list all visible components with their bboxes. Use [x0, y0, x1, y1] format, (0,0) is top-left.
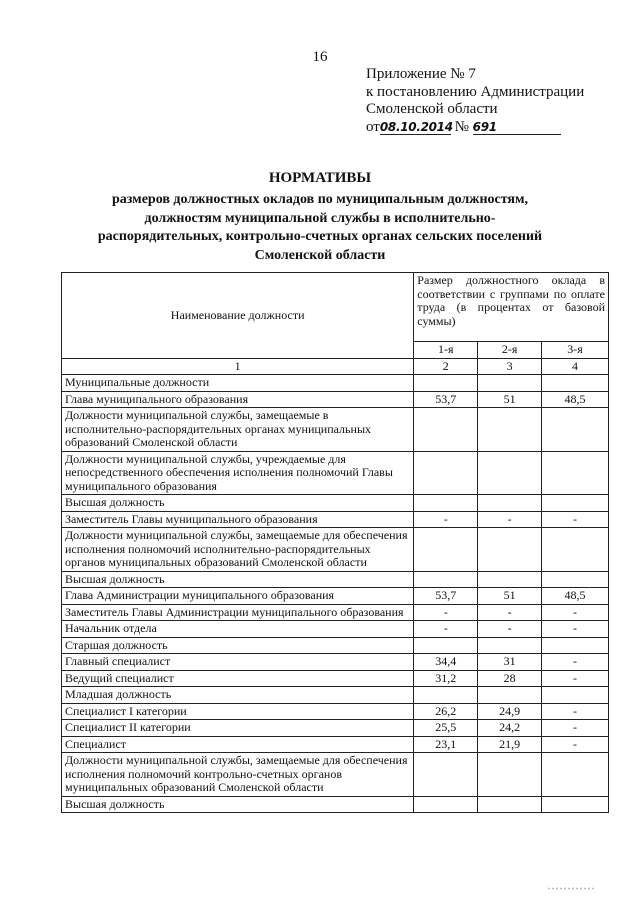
- table-row: [62, 703, 609, 720]
- page-number: 16: [312, 49, 328, 65]
- position-name-cell: Младшая должность: [62, 687, 414, 704]
- group-2-value: 31: [478, 654, 542, 671]
- group-2-value: [478, 495, 542, 512]
- table-row: [62, 511, 609, 528]
- position-name-cell: Муниципальные должности: [62, 375, 414, 392]
- appendix-resolution-line: к постановлению Администрации: [366, 83, 585, 100]
- position-name-cell: Высшая должность: [62, 796, 414, 813]
- appendix-region-line: Смоленской области: [366, 101, 498, 117]
- group-2-value: [478, 637, 542, 654]
- group-2-value: 24,9: [478, 703, 542, 720]
- table-row: [62, 670, 609, 687]
- group-3-value: 48,5: [542, 391, 609, 408]
- norms-table: [61, 272, 609, 813]
- column-number: 3: [478, 358, 542, 375]
- header-group-2: 2-я: [478, 342, 542, 359]
- table-row: [62, 637, 609, 654]
- group-3-value: [542, 451, 609, 495]
- scan-mark: [548, 886, 594, 891]
- group-3-value: -: [542, 604, 609, 621]
- group-1-value: [414, 637, 478, 654]
- position-name-cell: Высшая должность: [62, 571, 414, 588]
- table-row: [62, 391, 609, 408]
- handwritten-date: 08.10.2014: [379, 119, 453, 134]
- header-position-name: Наименование должности: [62, 273, 414, 359]
- group-1-value: 26,2: [414, 703, 478, 720]
- appendix-block: [366, 66, 584, 136]
- column-number: 1: [62, 358, 414, 375]
- table-header-row: [62, 273, 609, 342]
- group-1-value: [414, 796, 478, 813]
- group-2-value: [478, 687, 542, 704]
- group-3-value: [542, 753, 609, 797]
- group-3-value: -: [542, 703, 609, 720]
- group-2-value: -: [478, 511, 542, 528]
- position-name-cell: Высшая должность: [62, 495, 414, 512]
- position-name-cell: Заместитель Главы муниципального образования: [62, 511, 414, 528]
- table-row: [62, 621, 609, 638]
- title-line-3: распорядительных, контрольно-счетных органах сельских поселений: [97, 229, 543, 244]
- group-3-value: [542, 528, 609, 572]
- number-label: №: [454, 118, 469, 135]
- table-row: [62, 687, 609, 704]
- position-name-cell: Должности муниципальной службы, учреждаемые для непосредственного обеспечения исполнения полномочий Главы муниципального образования: [62, 451, 414, 495]
- group-2-value: [478, 408, 542, 452]
- handwritten-number: 691: [473, 120, 561, 135]
- group-1-value: 23,1: [414, 736, 478, 753]
- position-name-cell: Ведущий специалист: [62, 670, 414, 687]
- group-1-value: [414, 375, 478, 392]
- position-name-cell: Специалист I категории: [62, 703, 414, 720]
- table-row: [62, 571, 609, 588]
- group-2-value: [478, 451, 542, 495]
- group-2-value: [478, 796, 542, 813]
- group-1-value: -: [414, 511, 478, 528]
- table-row: [62, 720, 609, 737]
- position-name-cell: Глава муниципального образования: [62, 391, 414, 408]
- group-2-value: 21,9: [478, 736, 542, 753]
- group-2-value: [478, 753, 542, 797]
- table-row: [62, 753, 609, 797]
- group-1-value: [414, 687, 478, 704]
- group-2-value: 51: [478, 391, 542, 408]
- position-name-cell: Специалист II категории: [62, 720, 414, 737]
- group-3-value: -: [542, 654, 609, 671]
- group-1-value: [414, 495, 478, 512]
- table-row: [62, 528, 609, 572]
- from-prefix: от: [366, 118, 380, 135]
- group-2-value: [478, 571, 542, 588]
- group-3-value: [542, 571, 609, 588]
- group-2-value: [478, 528, 542, 572]
- header-salary-size: Размер должностного оклада в соответствии с группами по оплате труда (в процентах от базовой суммы): [414, 273, 609, 342]
- group-1-value: 53,7: [414, 588, 478, 605]
- group-1-value: [414, 571, 478, 588]
- group-2-value: 24,2: [478, 720, 542, 737]
- group-1-value: 53,7: [414, 391, 478, 408]
- group-1-value: -: [414, 621, 478, 638]
- header-group-1: 1-я: [414, 342, 478, 359]
- table-row: [62, 736, 609, 753]
- appendix-title: Приложение № 7: [366, 66, 476, 82]
- table-row: [62, 375, 609, 392]
- table-row: [62, 451, 609, 495]
- group-3-value: -: [542, 736, 609, 753]
- group-1-value: [414, 451, 478, 495]
- group-3-value: [542, 687, 609, 704]
- table-row: [62, 495, 609, 512]
- group-1-value: 34,4: [414, 654, 478, 671]
- position-name-cell: Должности муниципальной службы, замещаемые в исполнительно-распорядительных органах муниципальных образований Смоленской области: [62, 408, 414, 452]
- group-1-value: [414, 408, 478, 452]
- table-row: [62, 604, 609, 621]
- position-name-cell: Должности муниципальной службы, замещаемые для обеспечения исполнения полномочий исполнительно-распорядительных органов муниципальных образований Смоленской области: [62, 528, 414, 572]
- table-row: [62, 654, 609, 671]
- column-number: 4: [542, 358, 609, 375]
- group-3-value: [542, 796, 609, 813]
- group-2-value: 51: [478, 588, 542, 605]
- appendix-date-number-line: [366, 119, 584, 137]
- position-name-cell: Глава Администрации муниципального образования: [62, 588, 414, 605]
- group-2-value: [478, 375, 542, 392]
- group-3-value: -: [542, 720, 609, 737]
- title-line-1: размеров должностных окладов по муниципальным должностям,: [111, 192, 529, 207]
- position-name-cell: Должности муниципальной службы, замещаемые для обеспечения исполнения полномочий контрольно-счетных органов муниципальных образований Смоленской области: [62, 753, 414, 797]
- group-3-value: [542, 637, 609, 654]
- group-1-value: 31,2: [414, 670, 478, 687]
- column-numbers-row: [62, 358, 609, 375]
- group-1-value: [414, 528, 478, 572]
- document-title: [60, 169, 580, 265]
- position-name-cell: Старшая должность: [62, 637, 414, 654]
- group-1-value: [414, 753, 478, 797]
- group-3-value: -: [542, 621, 609, 638]
- group-3-value: [542, 375, 609, 392]
- group-3-value: -: [542, 511, 609, 528]
- title-heading: НОРМАТИВЫ: [268, 170, 372, 186]
- title-line-4: Смоленской области: [254, 247, 386, 263]
- position-name-cell: Главный специалист: [62, 654, 414, 671]
- group-2-value: -: [478, 604, 542, 621]
- position-name-cell: Заместитель Главы Администрации муниципального образования: [62, 604, 414, 621]
- title-line-2: должностям муниципальной службы в исполнительно-: [144, 210, 496, 226]
- position-name-cell: Специалист: [62, 736, 414, 753]
- group-1-value: 25,5: [414, 720, 478, 737]
- table-row: [62, 408, 609, 452]
- group-1-value: -: [414, 604, 478, 621]
- group-3-value: [542, 495, 609, 512]
- table-row: [62, 588, 609, 605]
- group-3-value: -: [542, 670, 609, 687]
- header-group-3: 3-я: [542, 342, 609, 359]
- group-3-value: 48,5: [542, 588, 609, 605]
- group-2-value: -: [478, 621, 542, 638]
- group-2-value: 28: [478, 670, 542, 687]
- column-number: 2: [414, 358, 478, 375]
- position-name-cell: Начальник отдела: [62, 621, 414, 638]
- table-row: [62, 796, 609, 813]
- group-3-value: [542, 408, 609, 452]
